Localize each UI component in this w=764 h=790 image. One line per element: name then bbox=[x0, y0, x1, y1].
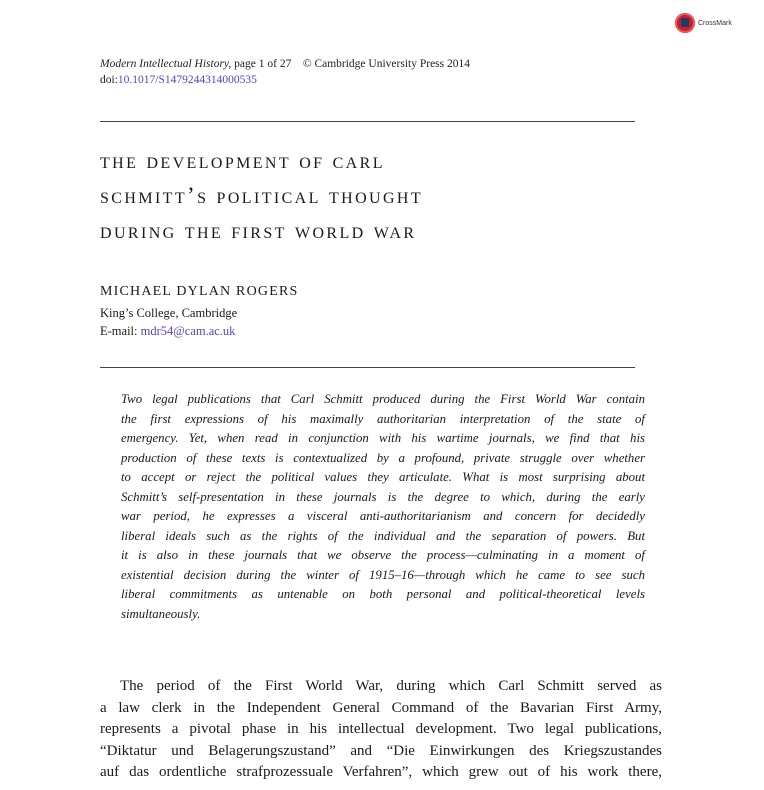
body-line: a law clerk in the Independent General Command of the Bavarian First Army, bbox=[100, 699, 662, 716]
abstract-line: production of these texts is contextualized by a profound, private struggle over whether bbox=[121, 450, 645, 465]
article-meta bbox=[100, 56, 470, 88]
body-text bbox=[100, 676, 662, 784]
title-line: the development of carl bbox=[100, 148, 385, 173]
article-title bbox=[100, 143, 640, 248]
copyright: © Cambridge University Press 2014 bbox=[302, 58, 470, 70]
abstract-line: existential decision during the winter of 1915–16—through which he came to see such bbox=[121, 567, 645, 582]
author-info bbox=[100, 304, 237, 340]
body-line: The period of the First World War, during which Carl Schmitt served as bbox=[120, 678, 662, 694]
abstract-line: liberal ideals such as the rights of the individual and the separation of powers. But bbox=[121, 528, 645, 543]
doi-label: doi: bbox=[100, 74, 118, 86]
crossmark-label: CrossMark bbox=[698, 19, 732, 27]
doi-link[interactable]: 10.1017/S1479244314000535 bbox=[117, 74, 257, 86]
journal-name: Modern Intellectual History, bbox=[100, 58, 232, 70]
journal-line bbox=[100, 56, 470, 72]
title-line: schmitt’s political thought bbox=[100, 183, 424, 208]
abstract-line: it is also in these journals that we observe the process—culminating in a moment of bbox=[121, 548, 645, 562]
email-label: E-mail: bbox=[100, 324, 141, 338]
title-line: during the first world war bbox=[100, 218, 417, 243]
abstract-line: emergency. Yet, when read in conjunction with his wartime journals, we find that his bbox=[121, 431, 645, 445]
abstract-line: Schmitt’s self-presentation in these journals is the degree to which, during the early bbox=[121, 489, 645, 504]
crossmark-icon bbox=[675, 13, 695, 33]
abstract-line: the first expressions of his maximally authoritarian interpretation of the state of bbox=[121, 411, 645, 426]
abstract-line: war period, he expresses a visceral anti-authoritarianism and concern for decidedly bbox=[121, 509, 645, 523]
email-link[interactable]: mdr54@cam.ac.uk bbox=[140, 324, 236, 338]
email-line bbox=[100, 322, 237, 340]
body-line: represents a pivotal phase in his intellectual development. Two legal publications, bbox=[100, 721, 662, 737]
author-affiliation: King’s College, Cambridge bbox=[100, 306, 238, 320]
abstract-line: Two legal publications that Carl Schmitt produced during the First World War contain bbox=[121, 392, 645, 406]
page-info: page 1 of 27 bbox=[234, 58, 292, 70]
abstract-line: to accept or reject the political values they articulate. What is most surprising about bbox=[121, 470, 645, 484]
header-rule bbox=[100, 121, 635, 122]
abstract-line: simultaneously. bbox=[121, 606, 201, 621]
body-line: “Diktatur und Belagerungszustand” and “Die Einwirkungen des Kriegszustandes bbox=[100, 742, 662, 759]
doi-line bbox=[100, 72, 470, 88]
abstract bbox=[121, 390, 645, 624]
crossmark-badge[interactable] bbox=[675, 13, 732, 33]
body-line: auf das ordentliche strafprozessuale Verfahren”, which grew out of his work there, bbox=[100, 764, 662, 780]
abstract-line: liberal commitments as untenable on both personal and political-theoretical levels bbox=[121, 587, 645, 601]
abstract-rule bbox=[100, 367, 635, 368]
author-name: MICHAEL DYLAN ROGERS bbox=[100, 284, 299, 299]
